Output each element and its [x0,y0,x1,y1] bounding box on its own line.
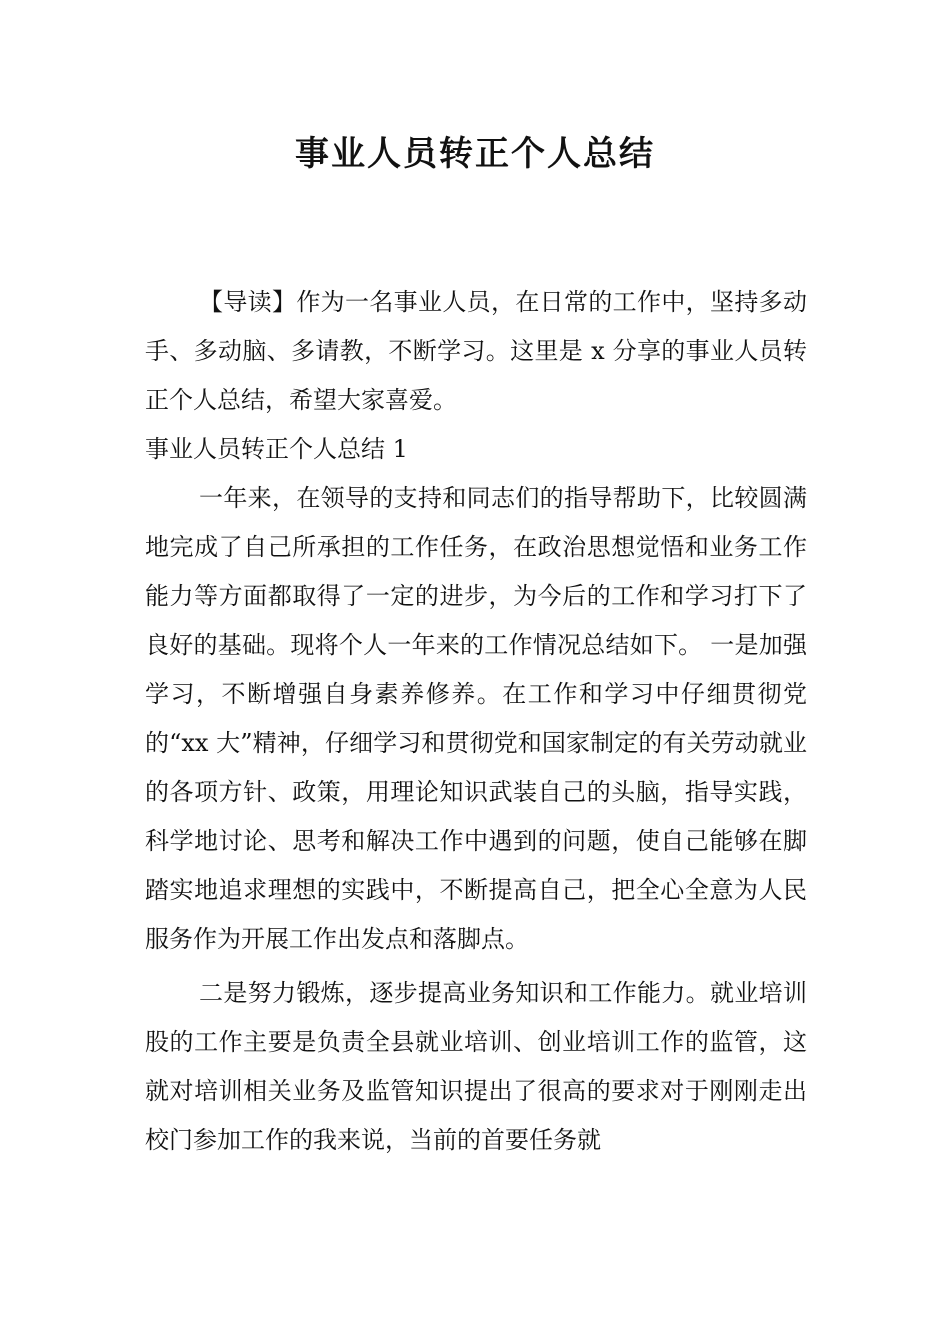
document-title: 事业人员转正个人总结 [295,134,655,174]
intro-paragraph: 【导读】作为一名事业人员，在日常的工作中，坚持多动手、多动脑、多请教，不断学习。这里是 x 分享的事业人员转正个人总结，希望大家喜爱。 [145,288,807,414]
body-paragraph-2: 二是努力锻炼，逐步提高业务知识和工作能力。就业培训股的工作主要是负责全县就业培训、创业培训工作的监管，这就对培训相关业务及监管知识提出了很高的要求对于刚刚走出校门参加工作的我来说，当前的首要任务就 [145,979,807,1154]
body-paragraph-1: 一年来，在领导的支持和同志们的指导帮助下，比较圆满地完成了自己所承担的工作任务，在政治思想觉悟和业务工作能力等方面都取得了一定的进步，为今后的工作和学习打下了良好的基础。现将个人一年来的工作情况总结如下。 一是加强学习，不断增强自身素养修养。在工作和学习中仔细贯彻党的“xx 大”精神，仔细学习和贯彻党和国家制定的有关劳动就业的各项方针、政策，用理论知识武装自己的头脑，指导实践，科学地讨论、思考和解决工作中遇到的问题，使自己能够在脚踏实地追求理想的实践中，不断提高自己，把全心全意为人民服务作为开展工作出发点和落脚点。 [145,484,807,953]
document-body [145,278,807,1165]
section-heading: 事业人员转正个人总结 1 [145,435,408,463]
